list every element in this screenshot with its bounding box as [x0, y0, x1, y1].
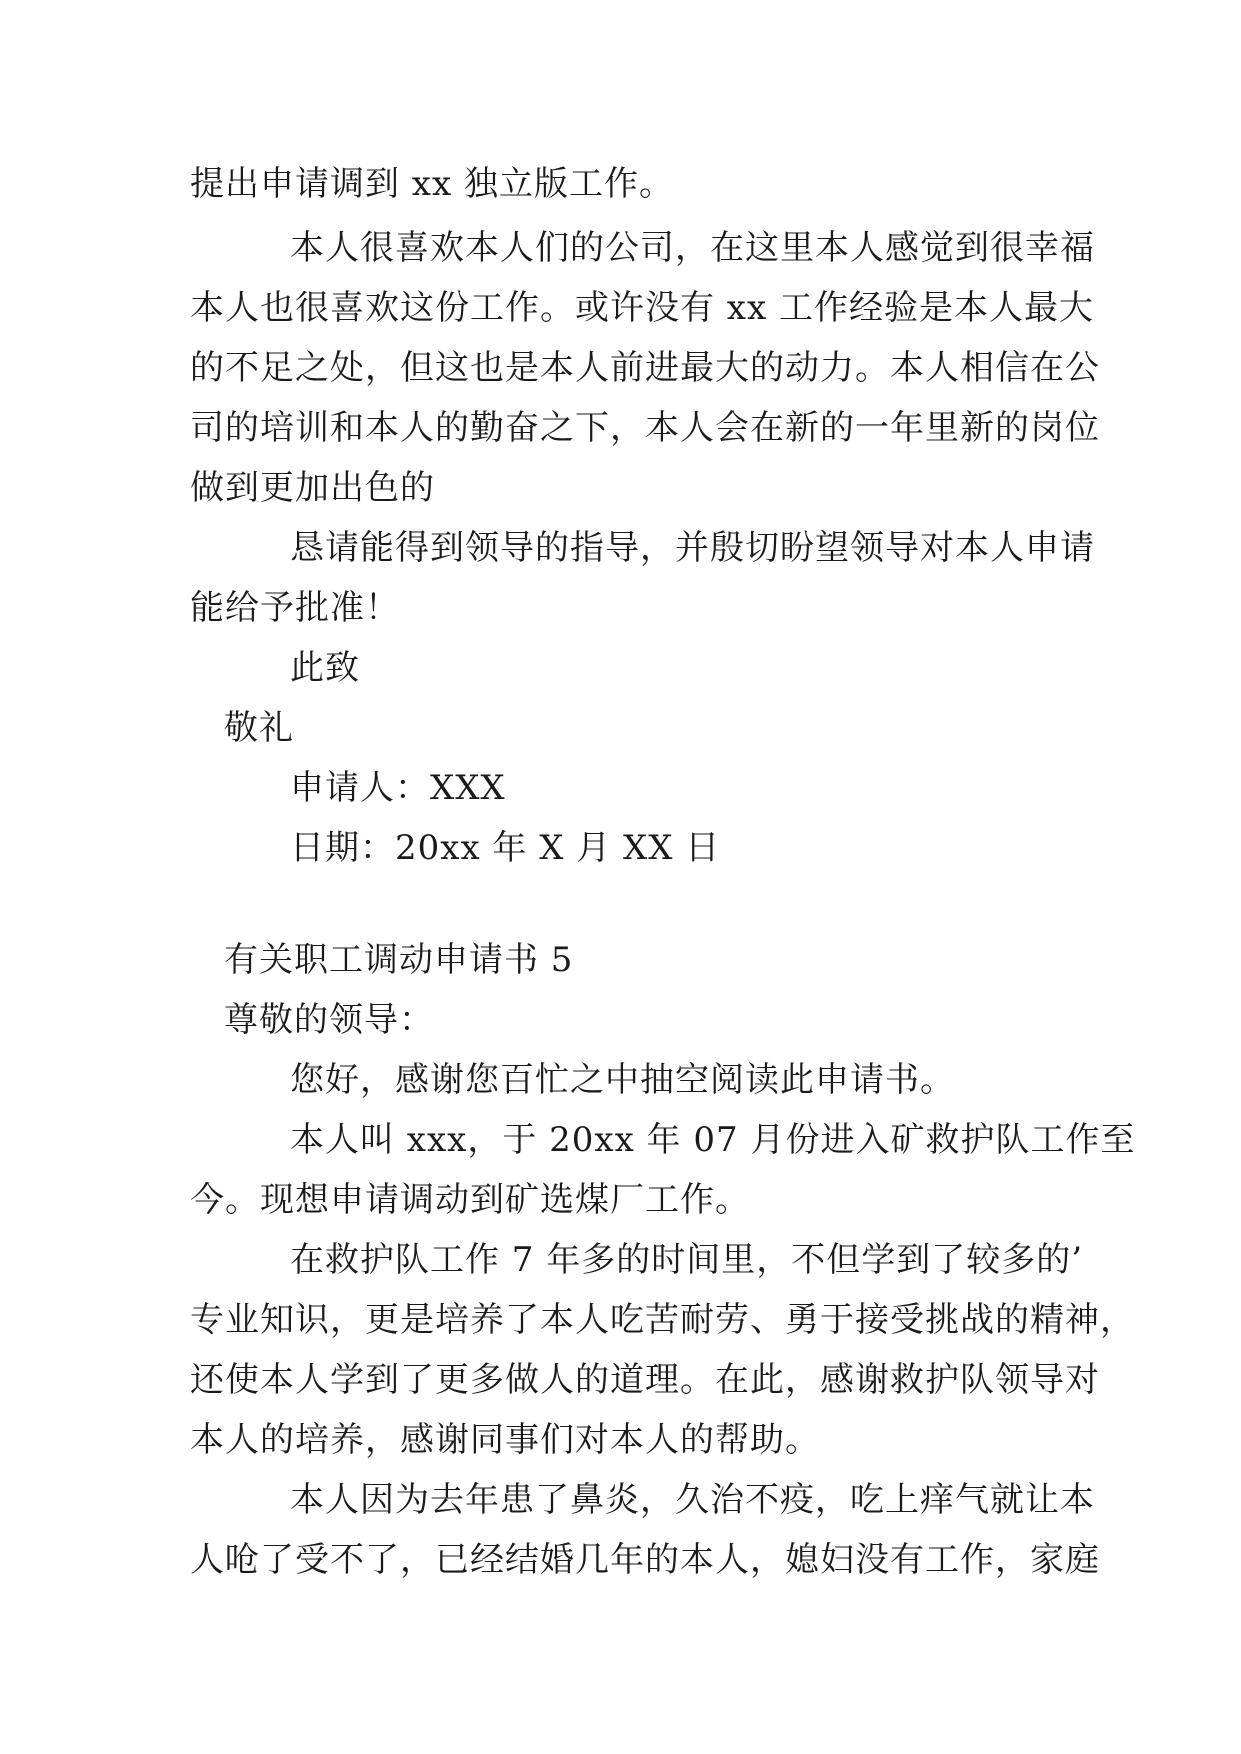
paragraph-line: 本人的培养，感谢同事们对本人的帮助。: [190, 1420, 820, 1460]
paragraph-line: 您好，感谢您百忙之中抽空阅读此申请书。: [290, 1060, 955, 1100]
closing-regards: 敬礼: [224, 708, 294, 748]
paragraph-line: 人呛了受不了，已经结婚几年的本人，媳妇没有工作，家庭: [190, 1540, 1100, 1580]
paragraph-line: 本人也很喜欢这份工作。或许没有 xx 工作经验是本人最大: [190, 288, 1094, 328]
section-title: 有关职工调动申请书 5: [224, 940, 574, 980]
paragraph-line: 还使本人学到了更多做人的道理。在此，感谢救护队领导对: [190, 1360, 1100, 1400]
paragraph-line: 在救护队工作 7 年多的时间里，不但学到了较多的’: [290, 1240, 1084, 1280]
paragraph-line: 本人因为去年患了鼻炎，久治不疫，吃上痒气就让本: [290, 1480, 1095, 1520]
paragraph-line: 的不足之处，但这也是本人前进最大的动力。本人相信在公: [190, 348, 1100, 388]
paragraph-line: 司的培训和本人的勤奋之下，本人会在新的一年里新的岗位: [190, 408, 1100, 448]
applicant-line: 申请人：XXX: [290, 768, 506, 808]
closing-salutation: 此致: [290, 648, 360, 688]
paragraph-line: 今。现想申请调动到矿选煤厂工作。: [190, 1180, 750, 1220]
paragraph-line: 本人叫 xxx，于 20xx 年 07 月份进入矿救护队工作至: [290, 1120, 1136, 1160]
greeting-line: 尊敬的领导：: [224, 1000, 434, 1040]
paragraph-line: 专业知识，更是培养了本人吃苦耐劳、勇于接受挑战的精神，: [190, 1300, 1135, 1340]
paragraph-line: 做到更加出色的: [190, 468, 435, 508]
paragraph-line: 本人很喜欢本人们的公司，在这里本人感觉到很幸福: [290, 228, 1095, 268]
date-line: 日期：20xx 年 X 月 XX 日: [290, 828, 721, 868]
paragraph-line: 提出申请调到 xx 独立版工作。: [190, 164, 674, 204]
paragraph-line: 能给予批准！: [190, 588, 400, 628]
paragraph-line: 恳请能得到领导的指导，并殷切盼望领导对本人申请: [290, 528, 1095, 568]
